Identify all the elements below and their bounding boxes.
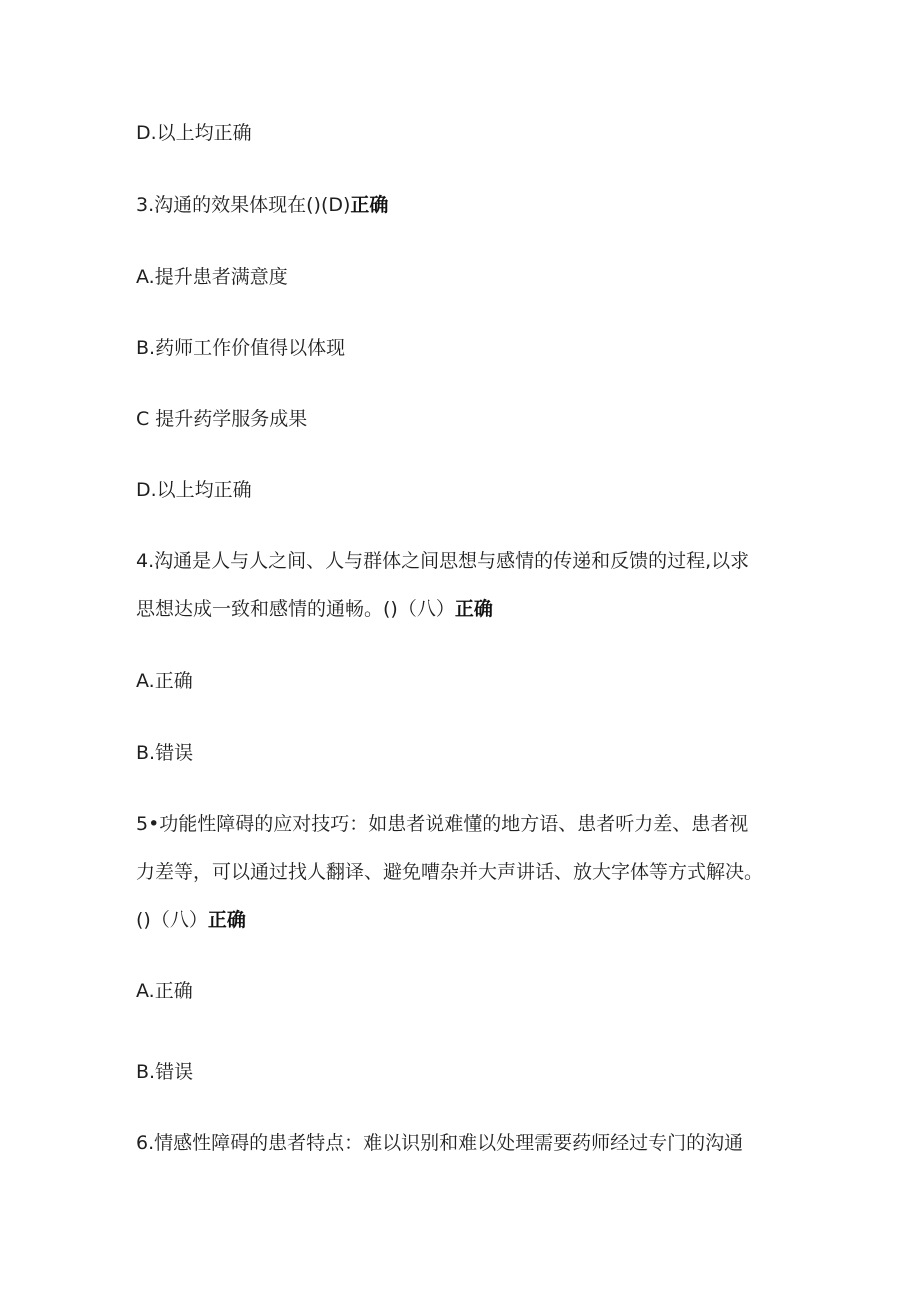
q4-stem-line2 — [136, 596, 796, 622]
q3-stem-text: 3.沟通的效果体现在()(D) — [136, 194, 351, 216]
q3-option-d: D.以上均正确 — [136, 479, 252, 501]
q3-option-c: C 提升药学服务成果 — [136, 408, 308, 430]
q4-stem-line1: 4.沟通是人与人之间、人与群体之间思想与感情的传递和反馈的过程,以求 — [136, 550, 750, 572]
q3-stem — [136, 192, 796, 218]
q4-option-a: A.正确 — [136, 670, 193, 692]
q5-stem-line2: 力差等，可以通过找人翻译、避免嘈杂并大声讲话、放大字体等方式解决。 — [136, 861, 764, 883]
q5-verdict: 正确 — [207, 909, 246, 931]
q5-option-b: B.错误 — [136, 1061, 194, 1083]
q3-option-b: B.药师工作价值得以体现 — [136, 337, 346, 359]
q6-stem-line1: 6.情感性障碍的患者特点：难以识别和难以处理需要药师经过专门的沟通 — [136, 1132, 744, 1154]
q3-verdict: 正确 — [350, 194, 389, 216]
q4-stem-text: 思想达成一致和感情的通畅。()（八） — [136, 598, 455, 620]
q5-stem-line1: 5•功能性障碍的应对技巧：如患者说难懂的地方语、患者听力差、患者视 — [136, 813, 749, 835]
q4-option-b: B.错误 — [136, 742, 194, 764]
q3-option-a: A.提升患者满意度 — [136, 266, 288, 288]
q5-stem-text: ()（八） — [136, 909, 208, 931]
q5-stem-line3 — [136, 907, 796, 933]
q5-option-a: A.正确 — [136, 980, 193, 1002]
q2-option-d: D.以上均正确 — [136, 122, 252, 144]
q4-verdict: 正确 — [454, 598, 493, 620]
